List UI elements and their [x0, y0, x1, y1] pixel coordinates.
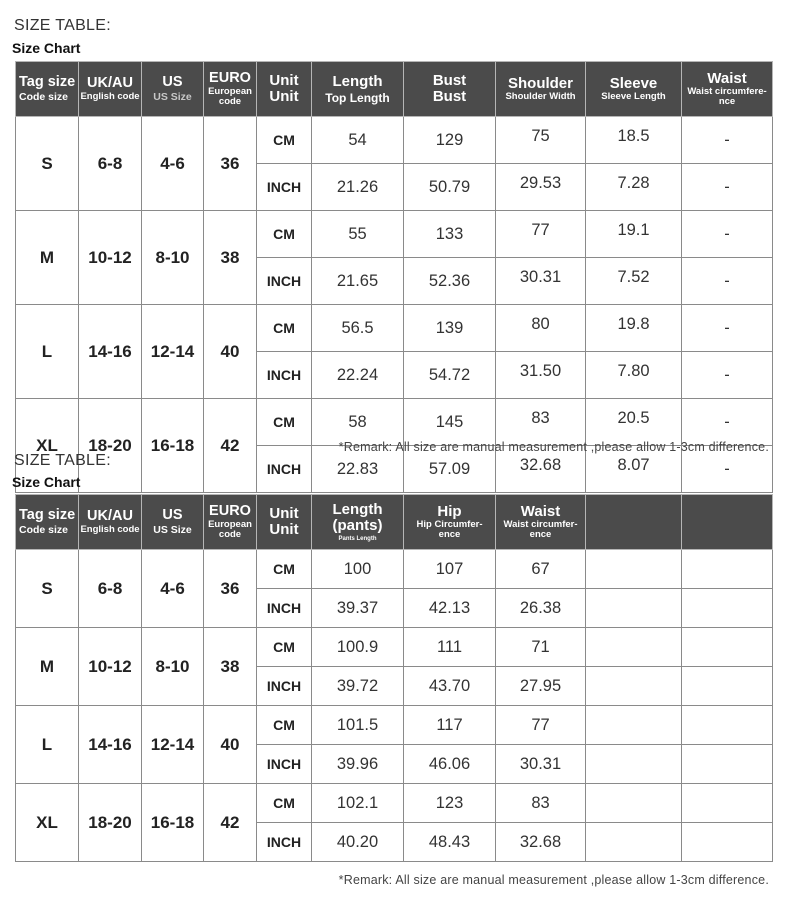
- value-cell: 57.09: [404, 446, 496, 493]
- value-cell: [682, 550, 773, 589]
- ukau-cell: 6-8: [79, 550, 142, 628]
- euro-cell: 38: [204, 211, 257, 305]
- value-cell: 7.28: [586, 164, 682, 211]
- value-cell: 133: [404, 211, 496, 258]
- header-label: UK/AU: [87, 507, 133, 524]
- header-label: Unit: [269, 505, 299, 523]
- tag-size-cell: XL: [16, 784, 79, 862]
- header-sublabel: Waist circumfere-nce: [687, 86, 767, 108]
- euro-cell: 42: [204, 784, 257, 862]
- value-cell: 19.1: [586, 211, 682, 258]
- euro-cell: 36: [204, 550, 257, 628]
- unit-cell: INCH: [257, 164, 312, 211]
- remark-note: *Remark: All size are manual measurement ,please allow 1-3cm difference.: [338, 873, 769, 887]
- header-label: Unit: [269, 72, 299, 90]
- header-sublabel: European code: [208, 86, 252, 108]
- unit-cell: CM: [257, 399, 312, 446]
- value-cell: [586, 589, 682, 628]
- section-title: SIZE TABLE:: [14, 17, 111, 34]
- header-empty: [586, 495, 682, 550]
- header-label: EURO: [209, 69, 251, 86]
- unit-cell: INCH: [257, 745, 312, 784]
- value-cell: 58: [312, 399, 404, 446]
- header-label: Shoulder: [507, 74, 573, 92]
- header-euro: [204, 62, 257, 117]
- euro-cell: 40: [204, 706, 257, 784]
- value-cell: -: [682, 399, 773, 446]
- value-cell: [586, 550, 682, 589]
- header-sublabel: Sleeve Length: [601, 91, 666, 103]
- value-cell: [586, 823, 682, 862]
- header-label: Bust: [432, 72, 467, 90]
- value-cell: 50.79: [404, 164, 496, 211]
- value-cell: 42.13: [404, 589, 496, 628]
- header-tag-size: [16, 62, 79, 117]
- value-cell: 75: [496, 117, 586, 164]
- value-cell: 22.83: [312, 446, 404, 493]
- header-waist: [682, 62, 773, 117]
- value-cell: 22.24: [312, 352, 404, 399]
- remark-note: *Remark: All size are manual measurement ,please allow 1-3cm difference.: [338, 440, 769, 454]
- value-cell: 39.72: [312, 667, 404, 706]
- table-row: [16, 706, 773, 745]
- value-cell: 21.65: [312, 258, 404, 305]
- tag-size-cell: M: [16, 628, 79, 706]
- value-cell: [682, 823, 773, 862]
- header-sublabel: Top Length: [325, 90, 390, 105]
- value-cell: 32.68: [496, 446, 586, 493]
- value-cell: 26.38: [496, 589, 586, 628]
- value-cell: [682, 784, 773, 823]
- value-cell: 101.5: [312, 706, 404, 745]
- value-cell: 46.06: [404, 745, 496, 784]
- euro-cell: 42: [204, 399, 257, 493]
- header-us: [142, 62, 204, 117]
- header-label: Sleeve: [609, 74, 658, 92]
- tag-size-cell: L: [16, 706, 79, 784]
- header-label: US: [162, 506, 183, 523]
- value-cell: 27.95: [496, 667, 586, 706]
- value-cell: [586, 628, 682, 667]
- value-cell: 52.36: [404, 258, 496, 305]
- value-cell: 77: [496, 706, 586, 745]
- header-label: EURO: [209, 502, 251, 519]
- unit-cell: CM: [257, 211, 312, 258]
- table-row: [16, 117, 773, 164]
- unit-cell: CM: [257, 550, 312, 589]
- tag-size-cell: M: [16, 211, 79, 305]
- ukau-cell: 18-20: [79, 399, 142, 493]
- header-label: Length: [332, 72, 383, 90]
- header-sublabel: Shoulder Width: [505, 91, 576, 103]
- header-label: Waist: [707, 69, 747, 87]
- header-sublabel: Unit: [269, 521, 299, 538]
- unit-cell: CM: [257, 628, 312, 667]
- value-cell: 54: [312, 117, 404, 164]
- value-cell: 7.52: [586, 258, 682, 305]
- euro-cell: 40: [204, 305, 257, 399]
- value-cell: [682, 706, 773, 745]
- value-cell: [682, 667, 773, 706]
- value-cell: 29.53: [496, 164, 586, 211]
- header-tag-size: [16, 495, 79, 550]
- header-unit: [257, 62, 312, 117]
- ukau-cell: 10-12: [79, 211, 142, 305]
- table-row: [16, 628, 773, 667]
- value-cell: 39.37: [312, 589, 404, 628]
- size-table-pants: [15, 494, 773, 862]
- value-cell: 139: [404, 305, 496, 352]
- tag-size-cell: XL: [16, 399, 79, 493]
- header-length-pants: [312, 495, 404, 550]
- size-table-tops: [15, 61, 773, 493]
- size-chart-subtitle: Size Chart: [12, 474, 81, 490]
- ukau-cell: 6-8: [79, 117, 142, 211]
- value-cell: -: [682, 164, 773, 211]
- value-cell: 67: [496, 550, 586, 589]
- euro-cell: 36: [204, 117, 257, 211]
- header-shoulder: [496, 62, 586, 117]
- value-cell: [682, 628, 773, 667]
- tag-size-cell: L: [16, 305, 79, 399]
- header-sublabel: Code size: [19, 524, 69, 537]
- value-cell: 31.50: [496, 352, 586, 399]
- value-cell: 30.31: [496, 745, 586, 784]
- header-ukau: [79, 62, 142, 117]
- header-label: Waist: [520, 502, 561, 520]
- ukau-cell: 10-12: [79, 628, 142, 706]
- value-cell: [586, 745, 682, 784]
- unit-cell: CM: [257, 784, 312, 823]
- tag-size-cell: S: [16, 117, 79, 211]
- value-cell: 54.72: [404, 352, 496, 399]
- value-cell: 71: [496, 628, 586, 667]
- value-cell: 39.96: [312, 745, 404, 784]
- value-cell: 21.26: [312, 164, 404, 211]
- value-cell: 8.07: [586, 446, 682, 493]
- ukau-cell: 18-20: [79, 784, 142, 862]
- header-sublabel: Unit: [269, 88, 299, 105]
- value-cell: 117: [404, 706, 496, 745]
- header-sublabel: European code: [208, 519, 252, 541]
- unit-cell: INCH: [257, 589, 312, 628]
- header-sublabel: US Size: [153, 524, 192, 537]
- value-cell: [586, 706, 682, 745]
- table-row: [16, 305, 773, 352]
- value-cell: [682, 745, 773, 784]
- header-sublabel: Hip Circumfer-ence: [416, 519, 483, 541]
- header-sublabel: Waist circumfer-ence: [503, 519, 578, 541]
- unit-cell: INCH: [257, 823, 312, 862]
- header-length: [312, 62, 404, 117]
- us-size-cell: 16-18: [142, 784, 204, 862]
- value-cell: 48.43: [404, 823, 496, 862]
- value-cell: 56.5: [312, 305, 404, 352]
- value-cell: 30.31: [496, 258, 586, 305]
- value-cell: 7.80: [586, 352, 682, 399]
- us-size-cell: 4-6: [142, 550, 204, 628]
- unit-cell: INCH: [257, 446, 312, 493]
- us-size-cell: 4-6: [142, 117, 204, 211]
- value-cell: 20.5: [586, 399, 682, 446]
- table-row: [16, 550, 773, 589]
- value-cell: [586, 784, 682, 823]
- value-cell: 83: [496, 399, 586, 446]
- tag-size-cell: S: [16, 550, 79, 628]
- us-size-cell: 8-10: [142, 211, 204, 305]
- header-row: [16, 495, 773, 550]
- us-size-cell: 16-18: [142, 399, 204, 493]
- value-cell: -: [682, 117, 773, 164]
- header-sublabel: Code size: [19, 91, 69, 104]
- value-cell: 32.68: [496, 823, 586, 862]
- header-sublabel: English code: [80, 524, 140, 536]
- header-empty: [682, 495, 773, 550]
- value-cell: 123: [404, 784, 496, 823]
- unit-cell: INCH: [257, 258, 312, 305]
- us-size-cell: 12-14: [142, 706, 204, 784]
- value-cell: 43.70: [404, 667, 496, 706]
- ukau-cell: 14-16: [79, 706, 142, 784]
- header-sublabel: Bust: [432, 88, 467, 105]
- us-size-cell: 12-14: [142, 305, 204, 399]
- value-cell: 129: [404, 117, 496, 164]
- ukau-cell: 14-16: [79, 305, 142, 399]
- section-title: SIZE TABLE:: [14, 452, 111, 469]
- header-label: UK/AU: [87, 74, 133, 91]
- header-label: Length (pants): [332, 501, 383, 534]
- unit-cell: CM: [257, 706, 312, 745]
- unit-cell: INCH: [257, 667, 312, 706]
- header-hip: [404, 495, 496, 550]
- header-waist: [496, 495, 586, 550]
- value-cell: -: [682, 352, 773, 399]
- value-cell: -: [682, 446, 773, 493]
- header-label: Tag size: [19, 506, 76, 523]
- header-row: [16, 62, 773, 117]
- value-cell: 80: [496, 305, 586, 352]
- header-unit: [257, 495, 312, 550]
- header-label: Tag size: [19, 73, 76, 90]
- value-cell: 145: [404, 399, 496, 446]
- header-ukau: [79, 495, 142, 550]
- table-row: [16, 211, 773, 258]
- header-us: [142, 495, 204, 550]
- unit-cell: CM: [257, 117, 312, 164]
- header-bust: [404, 62, 496, 117]
- us-size-cell: 8-10: [142, 628, 204, 706]
- header-label: Hip: [437, 502, 462, 520]
- value-cell: -: [682, 211, 773, 258]
- header-sublabel: US Size: [153, 91, 192, 104]
- table-row: [16, 399, 773, 446]
- value-cell: 83: [496, 784, 586, 823]
- value-cell: 18.5: [586, 117, 682, 164]
- size-chart-subtitle: Size Chart: [12, 40, 81, 56]
- unit-cell: CM: [257, 305, 312, 352]
- unit-cell: INCH: [257, 352, 312, 399]
- value-cell: 55: [312, 211, 404, 258]
- value-cell: 100.9: [312, 628, 404, 667]
- value-cell: [682, 589, 773, 628]
- value-cell: 40.20: [312, 823, 404, 862]
- euro-cell: 38: [204, 628, 257, 706]
- value-cell: [586, 667, 682, 706]
- value-cell: -: [682, 258, 773, 305]
- header-sublabel: Pants Length: [338, 535, 377, 542]
- value-cell: 111: [404, 628, 496, 667]
- header-sleeve: [586, 62, 682, 117]
- value-cell: -: [682, 305, 773, 352]
- value-cell: 102.1: [312, 784, 404, 823]
- table-row: [16, 784, 773, 823]
- value-cell: 77: [496, 211, 586, 258]
- value-cell: 107: [404, 550, 496, 589]
- header-label: US: [162, 73, 183, 90]
- value-cell: 19.8: [586, 305, 682, 352]
- value-cell: 100: [312, 550, 404, 589]
- header-sublabel: English code: [80, 91, 140, 103]
- header-euro: [204, 495, 257, 550]
